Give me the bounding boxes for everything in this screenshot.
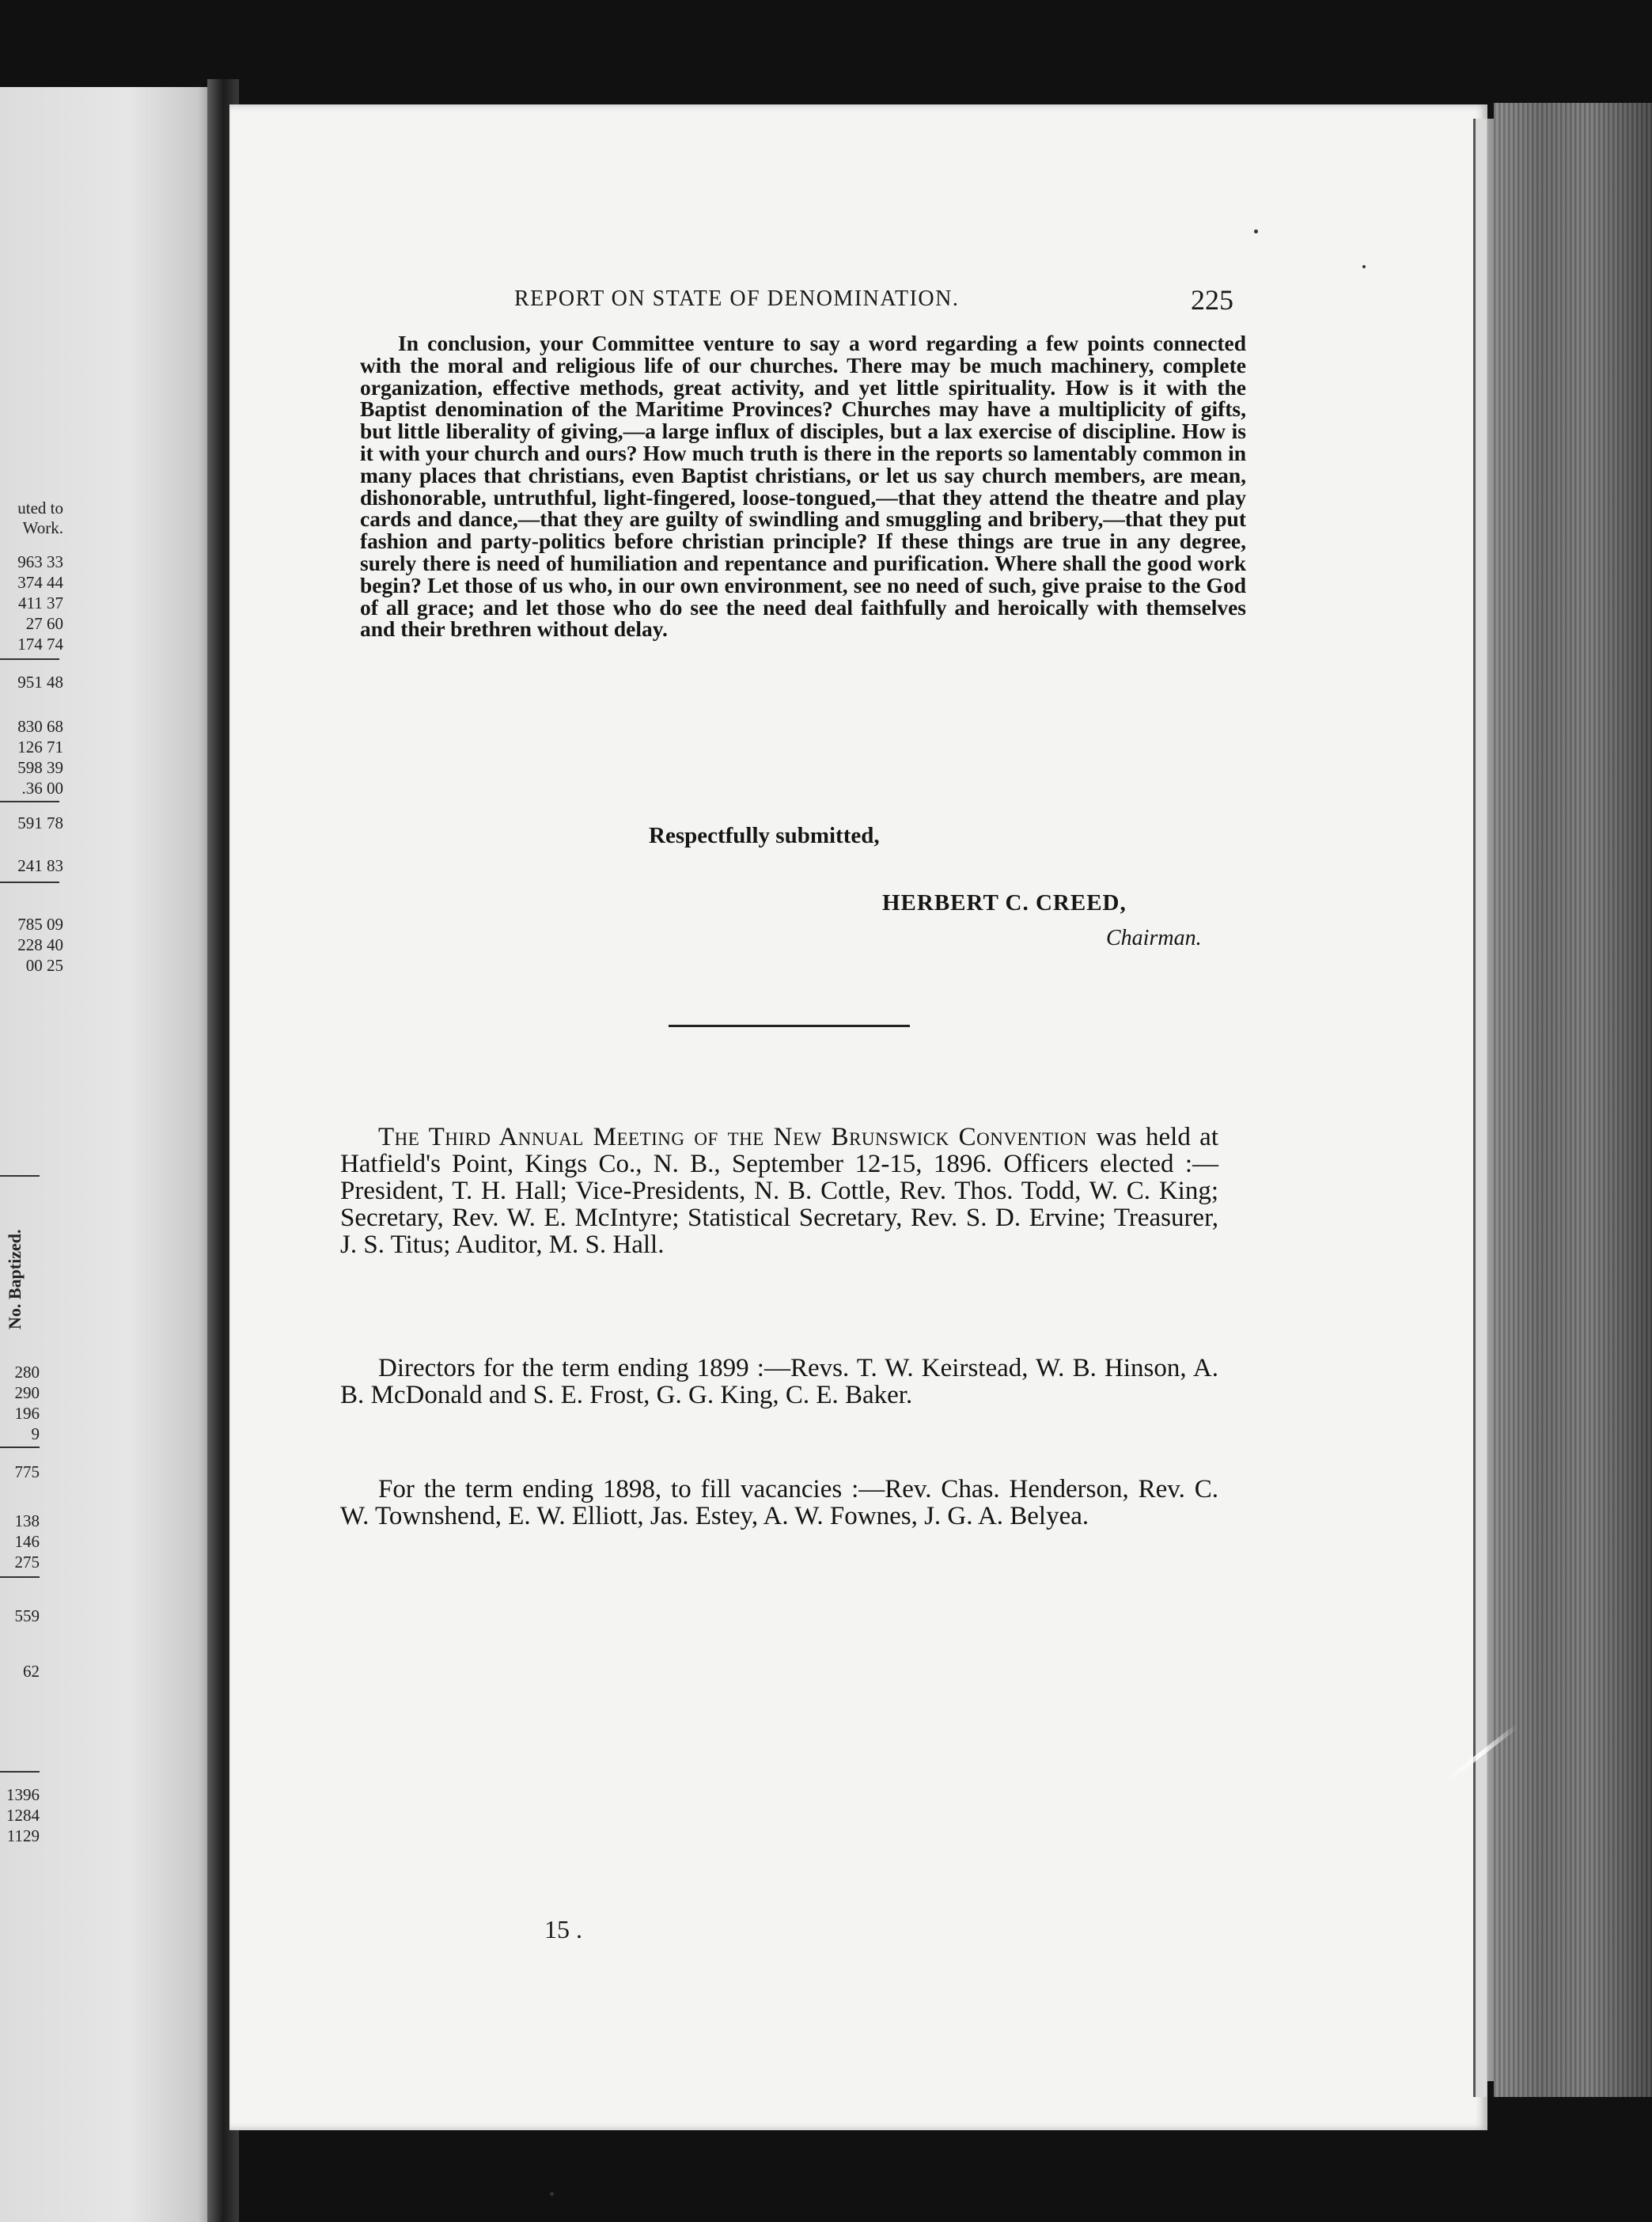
left-row: 830 68 xyxy=(17,717,63,736)
convention-text: was held at Hatfield's Point, Kings Co., N. B., September 12-15, 1896. Officers elected :—President, T. H. Hall; Vice-Presidents, N. B. Cottle, Rev. Thos. Todd, W. C. King; Secretary, Rev. W. E. McIntyre; Statistical Secretary, Rev. S. D. Ervine; Treasurer, J. S. Titus; Auditor, M. S. Hall. xyxy=(340,1123,1218,1259)
baptized-value: 196 xyxy=(14,1404,40,1423)
left-rule xyxy=(0,882,59,883)
left-rule xyxy=(0,801,59,802)
baptized-value: 559 xyxy=(14,1606,40,1625)
section-divider xyxy=(669,1025,910,1027)
left-row: 951 48 xyxy=(17,673,63,692)
left-row: .36 00 xyxy=(21,779,63,798)
baptized-value: 62 xyxy=(23,1662,40,1681)
left-rule xyxy=(0,1771,40,1773)
left-row: 785 09 xyxy=(17,915,63,934)
left-row: 228 40 xyxy=(17,935,63,954)
directors-text: Directors for the term ending 1899 :—Revs. T. W. Keirstead, W. B. Hinson, A. B. McDonald and S. E. Frost, G. G. King, C. E. Baker. xyxy=(340,1354,1218,1409)
running-head: REPORT ON STATE OF DENOMINATION. xyxy=(514,286,960,311)
left-rule xyxy=(0,658,59,660)
dust-speck xyxy=(550,2192,554,2196)
left-rule xyxy=(0,1576,40,1578)
left-row: 963 33 xyxy=(17,552,63,571)
closing-line: Respectfully submitted, xyxy=(649,823,880,848)
signer-title: Chairman. xyxy=(1106,926,1202,950)
left-row: 374 44 xyxy=(17,573,63,592)
left-row: 126 71 xyxy=(17,738,63,756)
dust-speck xyxy=(1362,265,1366,268)
left-rule xyxy=(0,1175,40,1177)
report-paragraph: In conclusion, your Committee venture to say a word regarding a few points connected with the moral and religious life of our churches. There may be much machinery, complete organization, effective methods, great activity, and yet little spirituality. How is it with the Baptist denomination of the Maritime Provinces? Churches may have a multiplicity of gifts, but little liberality of giving,—a large influx of disciples, but a lax exercise of discipline. How is it with your church and ours? How much truth is there in the reports so lamentably common in many places that christians, even Baptist christians, or let us say church members, are mean, dishonorable, untruthful, light-fingered, loose-tongued,—that they attend the theatre and play cards and dance,—that they are guilty of swindling and smuggling and bribery,—that they put fashion and party-politics before christian principle? If these things are true in any degree, surely there is need of humiliation and repentance and purification. Where shall the good work begin? Let those of us who, in our own environment, see no need of such, give praise to the God of all grace; and let those who do see the need deal faithfully and heroically with themselves and their brethren without delay. xyxy=(360,331,1246,642)
left-row: 411 37 xyxy=(18,593,63,612)
baptized-value: 1129 xyxy=(6,1826,40,1845)
left-row: 241 83 xyxy=(17,856,63,875)
left-facing-page xyxy=(0,87,215,2222)
baptized-value: 138 xyxy=(14,1511,40,1530)
directors-paragraph xyxy=(340,1355,1218,1409)
signature-mark: 15 . xyxy=(544,1915,582,1943)
baptized-value: 290 xyxy=(14,1383,40,1402)
baptized-value: 146 xyxy=(14,1532,40,1551)
left-row: 174 74 xyxy=(17,635,63,654)
left-header-line: uted to xyxy=(17,499,63,518)
left-header-line: Work. xyxy=(22,518,63,537)
left-rule xyxy=(0,1447,40,1448)
left-row: 591 78 xyxy=(17,813,63,832)
signer-name: HERBERT C. CREED, xyxy=(882,890,1127,916)
baptized-value: 775 xyxy=(14,1462,40,1481)
book-page-edges xyxy=(1494,103,1652,2097)
vacancies-paragraph xyxy=(340,1476,1218,1530)
baptized-value: 1284 xyxy=(6,1806,40,1825)
baptized-value: 1396 xyxy=(6,1785,40,1804)
vacancies-text: For the term ending 1898, to fill vacancies :—Rev. Chas. Henderson, Rev. C. W. Townshend, E. W. Elliott, Jas. Estey, A. W. Fownes, J. G. A. Belyea. xyxy=(340,1475,1218,1530)
baptized-value: 9 xyxy=(31,1424,40,1443)
page-frame-edge xyxy=(1473,119,1487,2097)
dust-speck xyxy=(1254,229,1258,233)
convention-lead-in: The Third Annual Meeting of the New Brunswick Convention xyxy=(378,1123,1088,1151)
baptized-value: 275 xyxy=(14,1553,40,1572)
left-row: 00 25 xyxy=(25,956,63,975)
left-row: 27 60 xyxy=(25,614,63,633)
no-baptized-label: No. Baptized. xyxy=(5,1229,25,1329)
left-row: 598 39 xyxy=(17,758,63,777)
page-number: 225 xyxy=(1191,284,1233,316)
report-conclusion-text xyxy=(360,332,1246,640)
baptized-value: 280 xyxy=(14,1363,40,1382)
convention-paragraph xyxy=(340,1124,1218,1258)
